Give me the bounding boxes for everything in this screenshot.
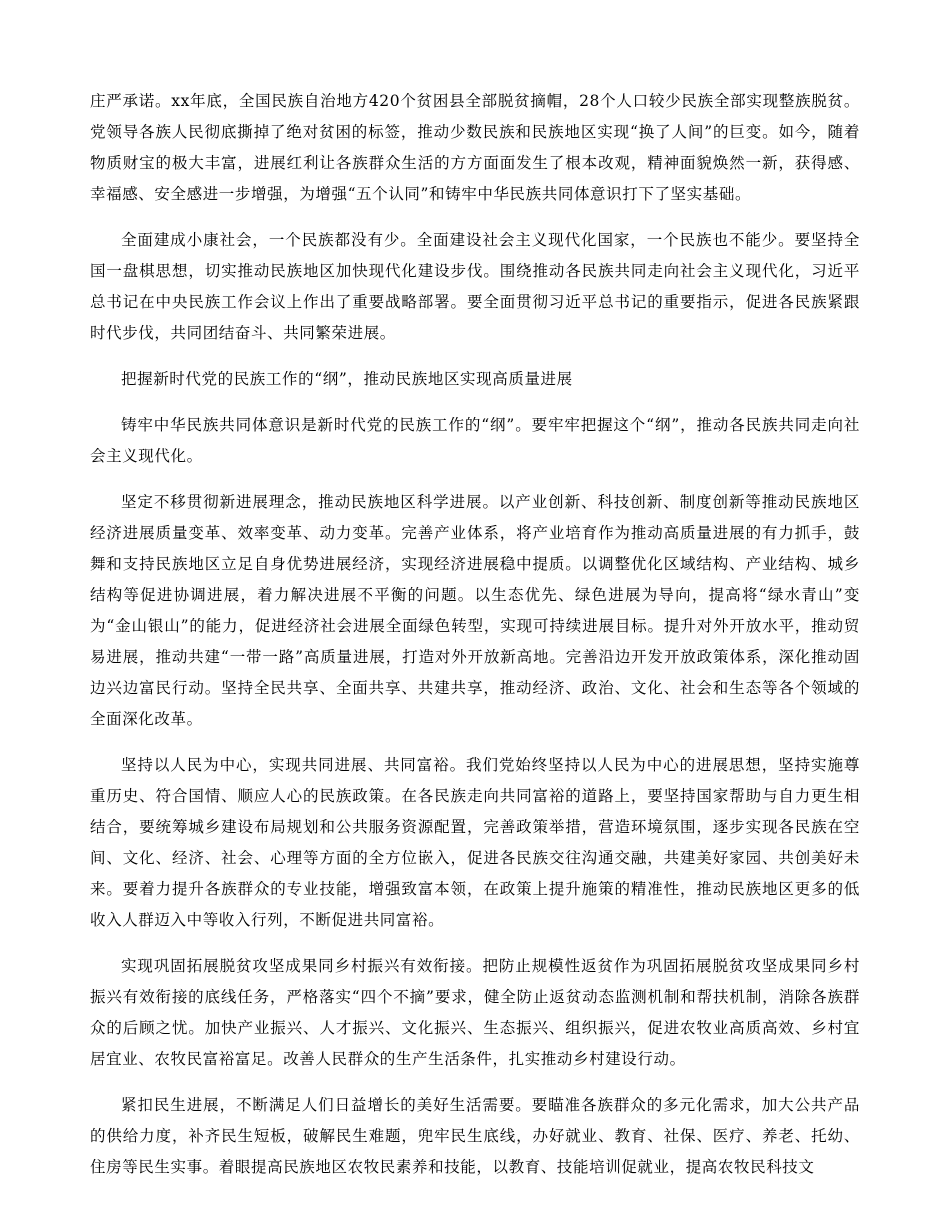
section-heading: 把握新时代党的民族工作的“纲”，推动民族地区实现高质量进展 [121,370,573,388]
paragraph-people-centered: 坚持以人民为中心，实现共同进展、共同富裕。我们党始终坚持以人民为中心的进展思想，坚持实施尊重历史、符合国情、顺应人心的民族政策。在各民族走向共同富裕的道路上，要坚持国家帮助与自力更生相结合，要统筹城乡建设布局规划和公共服务资源配置，完善政策举措，营造环境氛围，逐步实现各民族在空间、文化、经济、社会、心理等方面的全方位嵌入，促进各民族交往沟通交融，共建美好家园、共创美好未来。要着力提升各族群众的专业技能，增强致富本领，在政策上提升施策的精准性，推动民族地区更多的低收入人群迈入中等收入行列，不断促进共同富裕。 [90,756,860,929]
paragraph-livelihood: 紧扣民生进展，不断满足人们日益增长的美好生活需要。要瞄准各族群众的多元化需求，加大公共产品的供给力度，补齐民生短板，破解民生难题，兜牢民生底线，办好就业、教育、社保、医疗、养老、托幼、住房等民生实事。着眼提高民族地区农牧民素养和技能，以教育、技能培训促就业，提高农牧民科技文 [90,1096,860,1176]
paragraph-rural-revitalization: 实现巩固拓展脱贫攻坚成果同乡村振兴有效衔接。把防止规模性返贫作为巩固拓展脱贫攻坚成果同乡村振兴有效衔接的底线任务，严格落实“四个不摘”要求，健全防止返贫动态监测机制和帮扶机制，消除各族群众的后顾之忧。加快产业振兴、人才振兴、文化振兴、生态振兴、组织振兴，促进农牧业高质高效、乡村宜居宜业、农牧民富裕富足。改善人民群众的生产生活条件，扎实推动乡村建设行动。 [90,957,860,1068]
paragraph-moderately-prosperous-society: 全面建成小康社会，一个民族都没有少。全面建设社会主义现代化国家，一个民族也不能少。要坚持全国一盘棋思想，切实推动民族地区加快现代化建设步伐。围绕推动各民族共同走向社会主义现代化，习近平总书记在中央民族工作会议上作出了重要战略部署。要全面贯彻习近平总书记的重要指示，促进各民族紧跟时代步伐，共同团结奋斗、共同繁荣进展。 [90,231,860,342]
paragraph-new-development-concept: 坚定不移贯彻新进展理念，推动民族地区科学进展。以产业创新、科技创新、制度创新等推动民族地区经济进展质量变革、效率变革、动力变革。完善产业体系，将产业培育作为推动高质量进展的有力抓手，鼓舞和支持民族地区立足自身优势进展经济，实现经济进展稳中提质。以调整优化区域结构、产业结构、城乡结构等促进协调进展，着力解决进展不平衡的问题。以生态优先、绿色进展为导向，提高将“绿水青山”变为“金山银山”的能力，促进经济社会进展全面绿色转型，实现可持续进展目标。提升对外开放水平，推动贸易进展，推动共建“一带一路”高质量进展，打造对外开放新高地。完善沿边开发开放政策体系，深化推动固边兴边富民行动。坚持全民共享、全面共享、共建共享，推动经济、政治、文化、社会和生态等各个领域的全面深化改革。 [90,493,860,728]
document-page [90,86,860,1198]
paragraph-continued-intro: 庄严承诺。xx年底，全国民族自治地方420个贫困县全部脱贫摘帽，28个人口较少民族全部实现整族脱贫。党领导各族人民彻底撕掉了绝对贫困的标签，推动少数民族和民族地区实现“换了人间”的巨变。如今，随着物质财宝的极大丰富，进展红利让各族群众生活的方方面面发生了根本改观，精神面貌焕然一新，获得感、幸福感、安全感进一步增强，为增强“五个认同”和铸牢中华民族共同体意识打下了坚实基础。 [90,92,860,203]
paragraph-guiding-principle: 铸牢中华民族共同体意识是新时代党的民族工作的“纲”。要牢牢把握这个“纲”，推动各民族共同走向社会主义现代化。 [90,416,860,465]
